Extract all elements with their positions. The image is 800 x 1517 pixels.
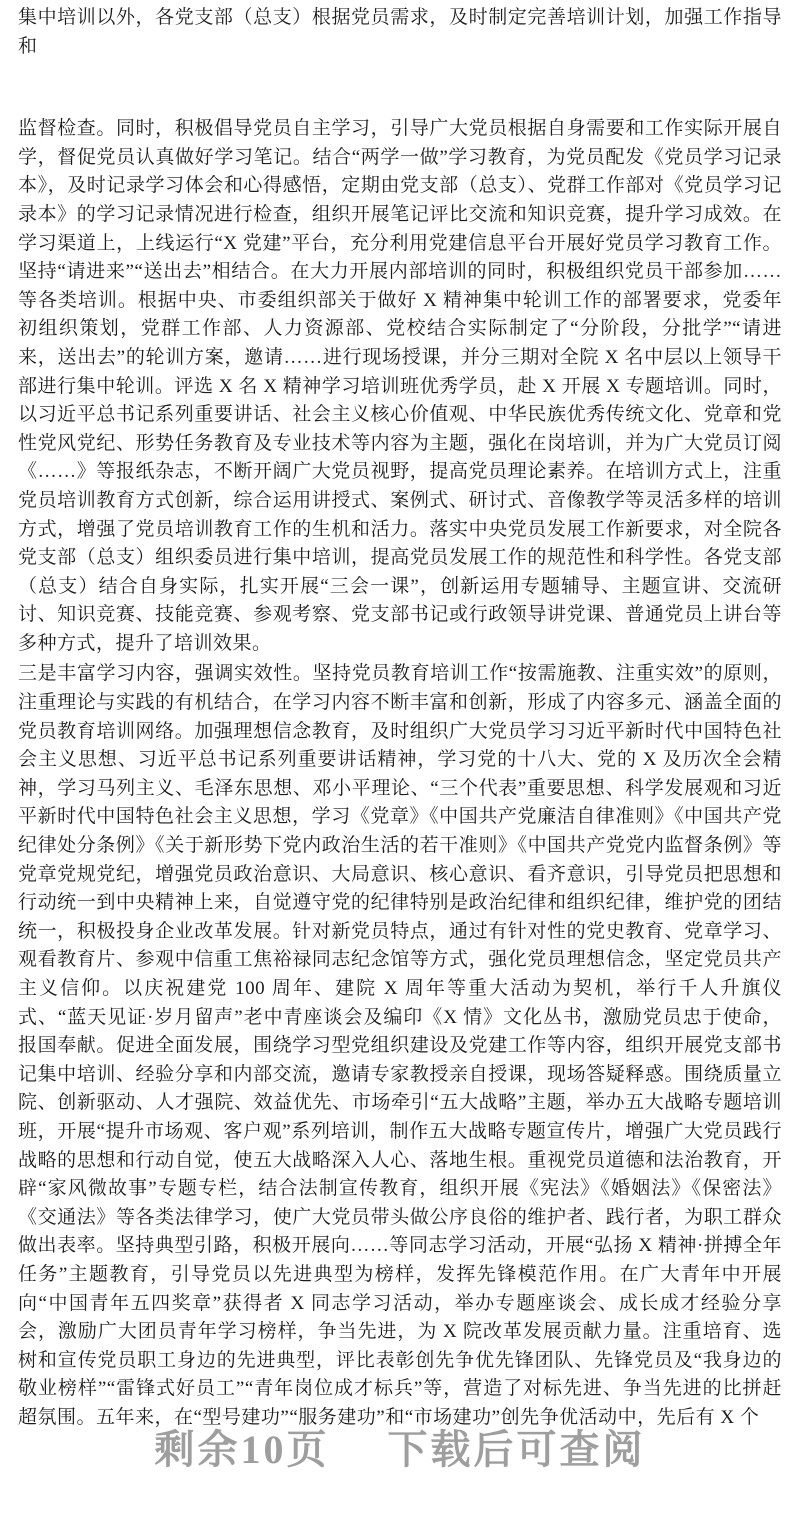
download-hint-text: 下载后可查阅	[387, 1427, 646, 1472]
paragraph-2: 三是丰富学习内容，强调实效性。坚持党员教育培训工作“按需施教、注重实效”的原则，注重理论与实践的有机结合，在学习内容不断丰富和创新，形成了内容多元、涵盖全面的党员教育培训网络。加强理想信念教育，及时组织广大党员学习习近平新时代中国特色社会主义思想、习近平总书记系列重要讲话精神，学习党的十八大、党的 X 及历次全会精神，学习马列主义、毛泽东思想、邓小平理论、“三个代表”重要思想、科学发展观和习近平新时代中国特色社会主义思想，学习《党章》《中国共产党廉洁自律准则》《中国共产党纪律处分条例》《关于新形势下党内政治生活的若干准则》《中国共产党党内监督条例》等党章党规党纪，增强党员政治意识、大局意识、核心意识、看齐意识，引导党员把思想和行动统一到中央精神上来，自觉遵守党的纪律特别是政治纪律和组织纪律，维护党的团结统一，积极投身企业改革发展。针对新党员特点，通过有针对性的党史教育、党章学习、观看教育片、参观中信重工焦裕禄同志纪念馆等方式，强化党员理想信念，坚定党员共产主义信仰。以庆祝建党 100 周年、建院 X 周年等重大活动为契机，举行千人升旗仪式、“蓝天见证·岁月留声”老中青座谈会及编印《X 情》文化丛书，激励党员忠于使命，报国奉献。促进全面发展，围绕学习型党组织建设及党建工作等内容，组织开展党支部书记集中培训、经验分享和内部交流，邀请专家教授亲自授课，现场答疑释惑。围绕质量立院、创新驱动、人才强院、效益优先、市场牵引“五大战略”主题，举办五大战略专题培训班，开展“提升市场观、客户观”系列培训，制作五大战略专题宣传片，增强广大党员践行战略的思想和行动自觉，使五大战略深入人心、落地生根。重视党员道德和法治教育，开辟“家风微故事”专题专栏，结合法制宣传教育，组织开展《宪法》《婚姻法》《保密法》《交通法》等各类法律学习，使广大党员带头做公序良俗的维护者、践行者，为职工群众做出表率。坚持典型引路，积极开展向……等同志学习活动，开展“弘扬 X 精神·拼搏全年任务”主题教育，引导党员以先进典型为榜样，发挥先锋模范作用。在广大青年中开展向“中国青年五四奖章”获得者 X 同志学习活动，举办专题座谈会、成长成才经验分享会，激励广大团员青年学习榜样，争当先进，为 X 院改革发展贡献力量。注重培育、选树和宣传党员职工身边的先进典型，评比表彰创先争优先锋团队、先锋党员及“我身边的敬业榜样”“雷锋式好员工”“青年岗位成才标兵”等，营造了对标先进、争当先进的比拼赶超氛围。五年来，在“型号建功”“服务建功”和“市场建功”创先争优活动中，先后有 X 个	[18, 663, 782, 1428]
remaining-pages-banner	[0, 1418, 800, 1475]
paragraph-continuation: 集中培训以外，各党支部（总支）根据党员需求，及时制定完善培训计划，加强工作指导和	[18, 7, 782, 57]
remaining-pages-text: 剩余10页	[154, 1427, 330, 1472]
paragraph-1: 监督检查。同时，积极倡导党员自主学习，引导广大党员根据自身需要和工作实际开展自学，督促党员认真做好学习笔记。结合“两学一做”学习教育，为党员配发《党员学习记录本》，及时记录学习体会和心得感悟，定期由党支部（总支）、党群工作部对《党员学习记录本》的学习记录情况进行检查，组织开展笔记评比交流和知识竞赛，提升学习成效。在学习渠道上，上线运行“X 党建”平台，充分利用党建信息平台开展好党员学习教育工作。坚持“请进来”“送出去”相结合。在大力开展内部培训的同时，积极组织党员干部参加……等各类培训。根据中央、市委组织部关于做好 X 精神集中轮训工作的部署要求，党委年初组织策划，党群工作部、人力资源部、党校结合实际制定了“分阶段，分批学”“请进来，送出去”的轮训方案，邀请……进行现场授课，并分三期对全院 X 名中层以上领导干部进行集中轮训。评选 X 名 X 精神学习培训班优秀学员，赴 X 开展 X 专题培训。同时，以习近平总书记系列重要讲话、社会主义核心价值观、中华民族优秀传统文化、党章和党性党风党纪、形势任务教育及专业技术等内容为主题，强化在岗培训，并为广大党员订阅《……》等报纸杂志，不断开阔广大党员视野，提高党员理论素养。在培训方式上，注重党员培训教育方式创新，综合运用讲授式、案例式、研讨式、音像教学等灵活多样的培训方式，增强了党员培训教育工作的生机和活力。落实中央党员发展工作新要求，对全院各党支部（总支）组织委员进行集中培训，提高党员发展工作的规范性和科学性。各党支部（总支）结合自身实际，扎实开展“三会一课”，创新运用专题辅导、主题宣讲、交流研讨、知识竞赛、技能竞赛、参观考察、党支部书记或行政领导讲党课、普通党员上讲台等多种方式，提升了培训效果。	[18, 118, 782, 654]
